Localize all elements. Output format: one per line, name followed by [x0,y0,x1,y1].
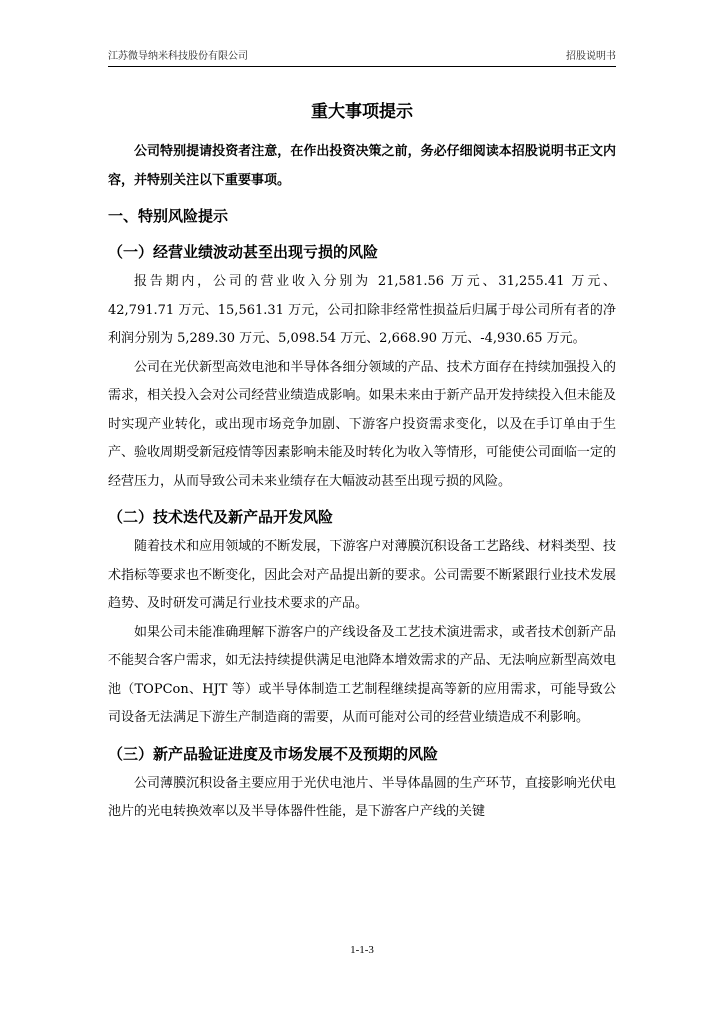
paragraph-revenue-figures: 报告期内，公司的营业收入分别为 21,581.56 万元、31,255.41 万元、42,791.71 万元、15,561.31 万元，公司扣除非经常性损益后归属于母公司所有者的净利润分别为 5,289.30 万元、5,098.54 万元、2,668.90 万元、-4,930.65 万元。 [108,274,616,346]
subsection-heading-technology-risk: （二）技术迭代及新产品开发风险 [108,508,334,526]
section-heading-special-risks: 一、特别风险提示 [108,207,229,225]
page-title: 重大事项提示 [311,102,413,122]
header-company-name: 江苏微导纳米科技股份有限公司 [108,51,248,62]
paragraph-performance-risk: 公司在光伏新型高效电池和半导体各细分领域的产品、技术方面存在持续加强投入的需求，相关投入会对公司经营业绩造成影响。如果未来由于新产品开发持续投入但未能及时实现产业转化，或出现市场竞争加剧、下游客户投资需求变化，以及在手订单由于生产、验收周期受新冠疫情等因素影响未能及时转化为收入等情形，可能使公司面临一定的经营压力，从而导致公司未来业绩存在大幅波动甚至出现亏损的风险。 [108,359,616,489]
page-number: 1-1-3 [350,944,374,956]
paragraph-technology-development: 随着技术和应用领域的不断发展，下游客户对薄膜沉积设备工艺路线、材料类型、技术指标等要求也不断变化，因此会对产品提出新的要求。公司需要不断紧跟行业技术发展趋势、及时研发可满足行业技术要求的产品。 [108,539,616,611]
subsection-heading-performance-risk: （一）经营业绩波动甚至出现亏损的风险 [108,243,379,261]
header-document-type: 招股说明书 [566,51,616,62]
paragraph-technology-risk: 如果公司未能准确理解下游客户的产线设备及工艺技术演进需求，或者技术创新产品不能契合客户需求，如无法持续提供满足电池降本增效需求的产品、无法响应新型高效电池（TOPCon、HJT 等）或半导体制造工艺制程继续提高等新的应用需求，可能导致公司设备无法满足下游生产制造商的需要，从而可能对公司的经营业绩造成不利影响。 [108,624,616,725]
paragraph-validation-risk: 公司薄膜沉积设备主要应用于光伏电池片、半导体晶圆的生产环节，直接影响光伏电池片的光电转换效率以及半导体器件性能，是下游客户产线的关键 [108,775,616,819]
page-content [108,100,616,827]
subsection-heading-validation-risk: （三）新产品验证进度及市场发展不及预期的风险 [108,744,439,763]
page-header [108,50,616,67]
notice-paragraph: 公司特别提请投资者注意，在作出投资决策之前，务必仔细阅读本招股说明书正文内容，并特别关注以下重要事项。 [108,144,616,188]
